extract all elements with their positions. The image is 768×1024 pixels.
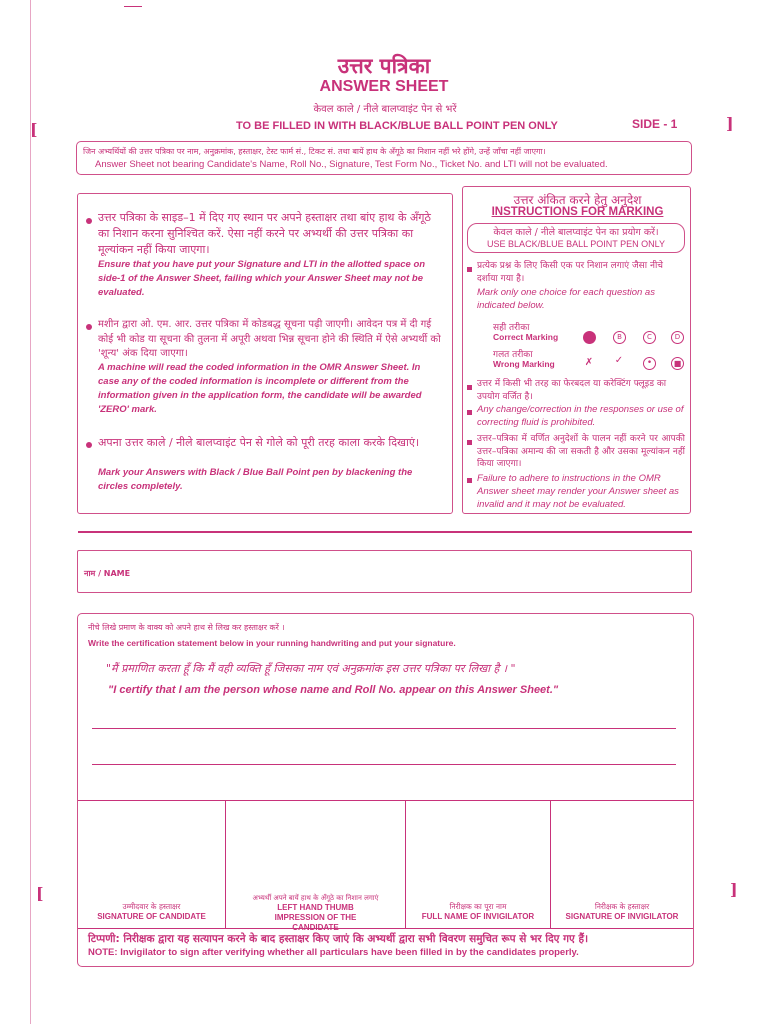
candidate-signature-cell[interactable]: [78, 902, 225, 921]
warning-english: Answer Sheet not bearing Candidate's Name, Roll No., Signature, Test Form No., Ticket No. and LTI will not be evaluated.: [95, 159, 608, 170]
handwriting-line-1[interactable]: [92, 728, 676, 729]
invigilator-name-label: FULL NAME OF INVIGILATOR: [421, 912, 535, 921]
marking-bullet-3: [467, 410, 472, 415]
title-english: ANSWER SHEET: [319, 78, 449, 95]
candidate-signature-hindi: उम्मीदवार के हस्ताक्षर: [122, 902, 181, 911]
warning-box: [76, 141, 692, 175]
signature-row-top: [78, 800, 693, 801]
correct-bubble-d: D: [671, 331, 684, 344]
marking-title-hindi: उत्तर अंकित करने हेतु अनुदेश: [513, 193, 642, 207]
candidate-signature-label: SIGNATURE OF CANDIDATE: [97, 912, 206, 921]
bracket-top-left: [: [30, 120, 38, 139]
instruction-1-hindi: उत्तर पत्रिका के साइड–1 में दिए गए स्थान पर अपने हस्ताक्षर तथा बांए हाथ के अँगूठे का निशान करना सुनिश्चित करें. ऐसा नहीं करने पर अभ्यर्थी की उत्तर पत्रिका का मूल्यांकन नहीं किया जाएगा।: [98, 211, 431, 256]
bracket-top-right: ]: [726, 114, 734, 133]
correct-bubble-filled: [583, 331, 596, 344]
invigilator-signature-hindi: निरीक्षक के हस्ताक्षर: [594, 902, 650, 911]
invigilator-signature-label: SIGNATURE OF INVIGILATOR: [565, 912, 679, 921]
bullet-3: [86, 442, 92, 448]
correct-hindi: सही तरीका: [493, 323, 530, 333]
marking-title-english: INSTRUCTIONS FOR MARKING: [491, 206, 664, 218]
change-english: Any change/correction in the responses or use of correcting fluid is prohibited.: [477, 404, 684, 428]
instruction-1-english: Ensure that you have put your Signature and LTI in the allotted space on side-1 of the Answer Sheet, failing which your Answer Sheet may not be evaluated.: [98, 259, 426, 298]
wrong-cross-mark: ✗: [584, 357, 594, 368]
thumb-impression-label: LEFT HAND THUMB IMPRESSION OF THE CANDIDATE: [274, 903, 357, 932]
marking-bullet-4: [467, 440, 472, 445]
pen-pill: [467, 223, 685, 253]
marking-bullet-2: [467, 385, 472, 390]
change-hindi: उत्तर में किसी भी तरह का फेरबदल या करेक्टिंग फ्लूइड का उपयोग वर्जित है।: [477, 379, 667, 402]
note-hindi: टिप्पणी: निरीक्षक द्वारा यह सत्यापन करने के बाद हस्ताक्षर किए जाएं कि अभ्यर्थी द्वारा सभी विवरण समुचित रूप से भर दिए गए हैं।: [88, 933, 589, 945]
bracket-bottom-right: ]: [730, 880, 738, 899]
marking-instructions-box: [462, 186, 691, 514]
pen-pill-english: USE BLACK/BLUE BALL POINT PEN ONLY: [487, 239, 665, 249]
fail-hindi: उत्तर–पत्रिका में वर्णित अनुदेशों के पालन नहीं करने पर आपकी उत्तर–पत्रिका अमान्य की जा सकती है और उसका मूल्यांकन नहीं किया जाएगा।: [477, 434, 685, 469]
wrong-dot-mark: •: [643, 357, 656, 370]
top-tick: [124, 6, 142, 7]
note-divider: [78, 928, 693, 929]
invigilator-signature-cell[interactable]: [551, 902, 693, 921]
invigilator-name-cell[interactable]: [406, 902, 550, 921]
name-label: नाम / NAME: [84, 569, 131, 578]
bullet-2: [86, 324, 92, 330]
thumb-impression-hindi: अभ्यर्थी अपने बायें हाथ के अँगूठे का निशान लगाएं: [252, 894, 379, 902]
title-hindi: उत्तर पत्रिका: [337, 54, 431, 78]
instruction-2-hindi: मशीन द्वारा ओ. एम. आर. उत्तर पत्रिका में कोडबद्ध सूचना पढ़ी जाएगी। आवेदन पत्र में दी गई कोई भी कोड या सूचना की तुलना में अपूरी अथवा भिन्न सूचना होने की स्थिति में ऐसे अभ्यर्थी को 'शून्य' अंक दिया जाएगा।: [98, 319, 441, 359]
general-instructions-box: [77, 193, 453, 514]
correct-english: Correct Marking: [493, 332, 559, 342]
marking-bullet-5: [467, 478, 472, 483]
wrong-english: Wrong Marking: [493, 359, 555, 369]
choice-hindi: प्रत्येक प्रश्न के लिए किसी एक पर निशान लगाएं जैसा नीचे दर्शाया गया है।: [477, 261, 664, 284]
side-label: SIDE - 1: [632, 117, 678, 131]
certify-quote-hindi: "मैं प्रमाणित करता हूँ कि मैं वही व्यक्ति हूँ जिसका नाम एवं अनुक्रमांक इस उत्तर पत्रिका पर लिखा है । ": [106, 662, 516, 675]
page-left-edge: [30, 0, 31, 1024]
wrong-hindi: गलत तरीका: [493, 350, 533, 360]
pen-pill-hindi: केवल काले / नीले बालप्वाइंट पेन का प्रयोग करें।: [493, 227, 659, 238]
wrong-tick-mark: ✓: [614, 355, 624, 366]
certify-quote-english: "I certify that I am the person whose name and Roll No. appear on this Answer Sheet.": [108, 684, 559, 696]
bracket-bottom-left: [: [36, 884, 44, 903]
correct-bubble-b: B: [613, 331, 626, 344]
pen-instruction-hindi: केवल काले / नीले बालप्वाइंट पेन से भरें: [313, 104, 457, 115]
note-english: NOTE: Invigilator to sign after verifying whether all particulars have been filled in by the candidates properly.: [88, 947, 579, 958]
wrong-square-mark: ■: [671, 357, 684, 370]
name-field[interactable]: [77, 550, 692, 593]
instruction-3-english: Mark your Answers with Black / Blue Ball Point pen by blackening the circles completely.: [98, 467, 413, 492]
instruction-2-english: A machine will read the coded information in the OMR Answer Sheet. In case any of the coded information is incomplete or different from the information given in the application form, the candidate will be awarded 'ZERO' mark.: [98, 362, 422, 415]
section-divider: [78, 531, 692, 533]
pen-instruction-english: TO BE FILLED IN WITH BLACK/BLUE BALL POINT PEN ONLY: [236, 120, 558, 132]
certify-instruction-hindi: नीचे लिखे प्रमाण के वाक्य को अपने हाथ से लिख कर हस्ताक्षर करें ।: [88, 623, 285, 632]
choice-english: Mark only one choice for each question as indicated below.: [477, 287, 655, 311]
instruction-3-hindi: अपना उत्तर काले / नीले बालप्वाइंट पेन से गोले को पूरी तरह काला करके दिखाएं।: [98, 436, 420, 449]
certification-block: [77, 613, 694, 967]
correct-bubble-c: C: [643, 331, 656, 344]
warning-hindi: जिन अभ्यर्थियों की उत्तर पत्रिका पर नाम, अनुक्रमांक, हस्ताक्षर, टेस्ट फार्म सं., टिकट सं. तथा बायें हाथ के अँगूठे का निशान नहीं भरे होंगे, उन्हें जाँचा नहीं जाएगा।: [83, 147, 546, 156]
marking-bullet-1: [467, 267, 472, 272]
invigilator-name-hindi: निरीक्षक का पूरा नाम: [449, 902, 507, 911]
bullet-1: [86, 218, 92, 224]
handwriting-line-2[interactable]: [92, 764, 676, 765]
fail-english: Failure to adhere to instructions in the OMR Answer sheet may render your Answer sheet as invalid and it may not be evaluated.: [477, 473, 679, 510]
certify-instruction-english: Write the certification statement below in your running handwriting and put your signature.: [88, 638, 456, 648]
